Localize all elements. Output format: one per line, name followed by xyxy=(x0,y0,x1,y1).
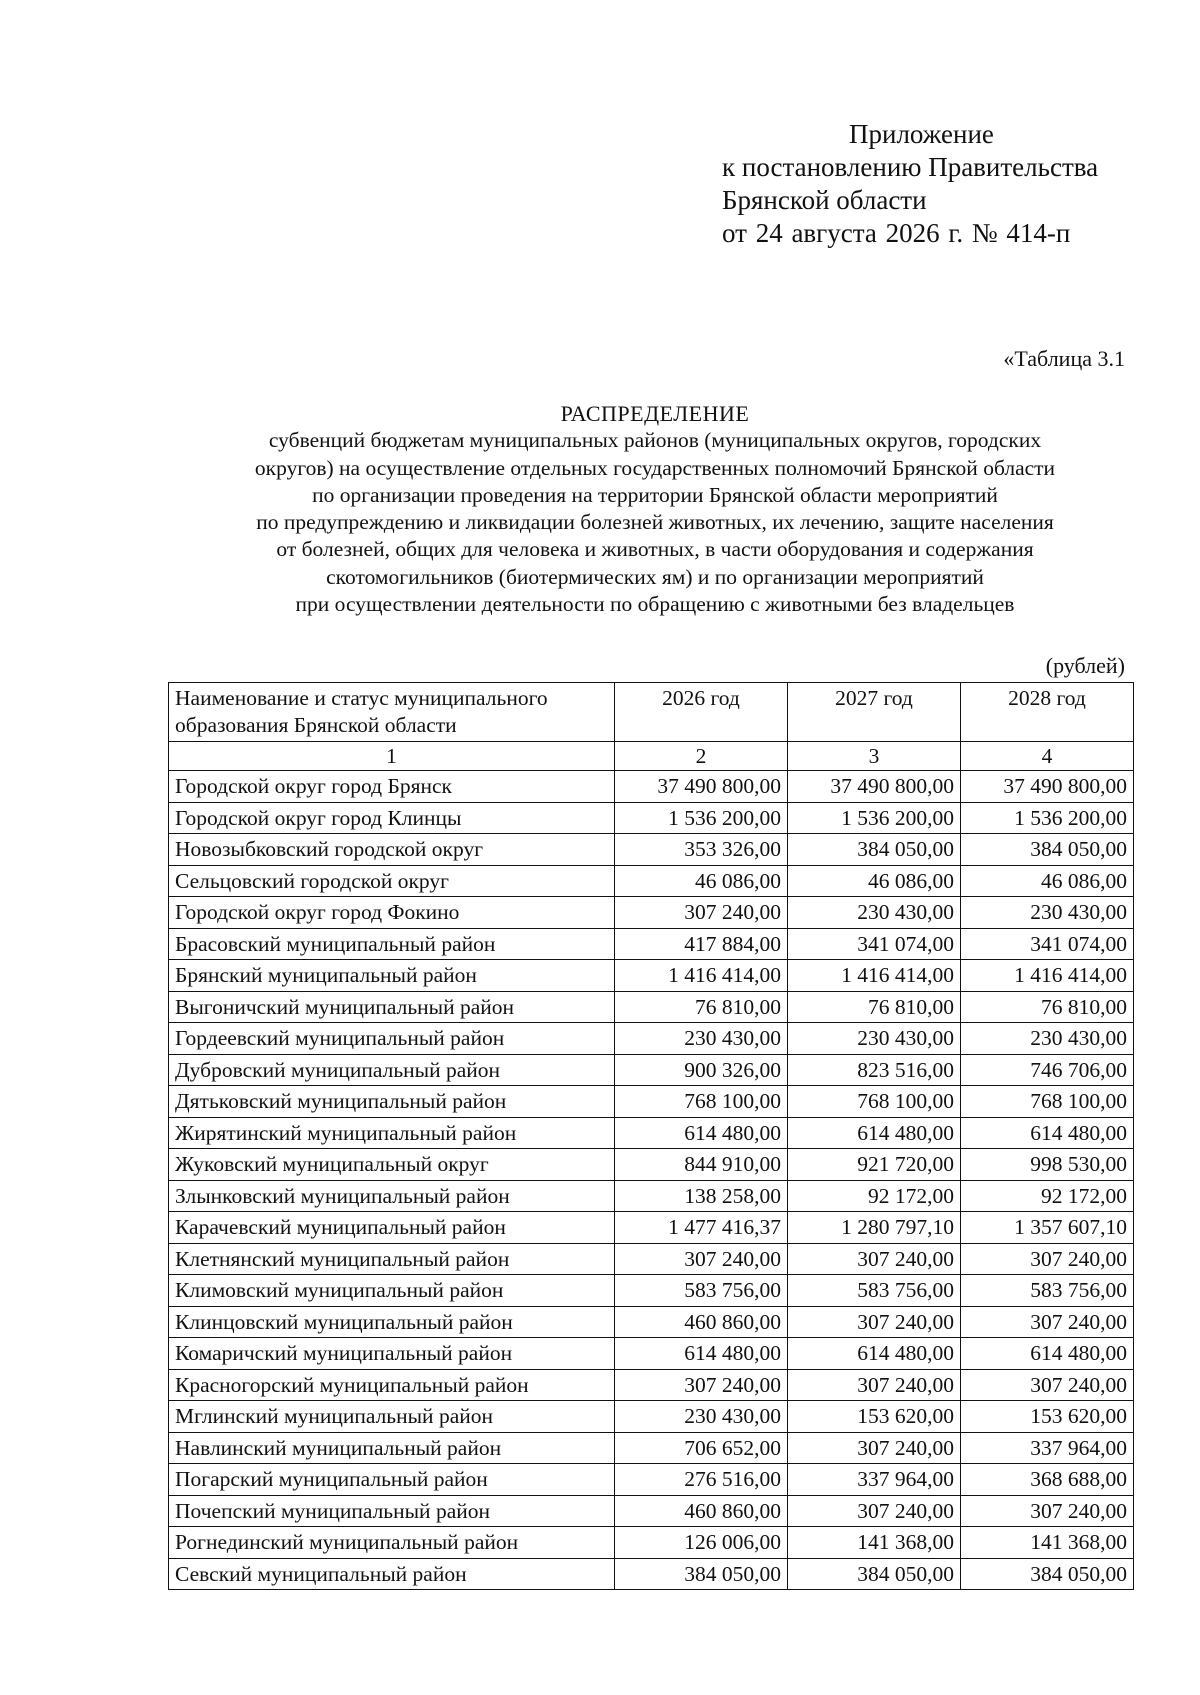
municipality-name: Брянский муниципальный район xyxy=(169,960,615,992)
amount-2027: 614 480,00 xyxy=(788,1117,961,1149)
table-reference: «Таблица 3.1 xyxy=(1003,346,1125,371)
municipality-name: Выгоничский муниципальный район xyxy=(169,991,615,1023)
amount-2027: 153 620,00 xyxy=(788,1401,961,1433)
table-row xyxy=(169,928,1134,960)
municipality-name: Клинцовский муниципальный район xyxy=(169,1306,615,1338)
amount-2026: 37 490 800,00 xyxy=(615,771,788,803)
amount-2026: 46 086,00 xyxy=(615,865,788,897)
amount-2026: 706 652,00 xyxy=(615,1432,788,1464)
amount-2027: 337 964,00 xyxy=(788,1464,961,1496)
distribution-table xyxy=(168,682,1134,1590)
amount-2026: 1 536 200,00 xyxy=(615,802,788,834)
header-2027: 2027 год xyxy=(788,683,961,742)
column-number: 1 xyxy=(169,742,615,771)
municipality-name: Мглинский муниципальный район xyxy=(169,1401,615,1433)
amount-2028: 746 706,00 xyxy=(961,1054,1134,1086)
header-2026: 2026 год xyxy=(615,683,788,742)
amount-2027: 46 086,00 xyxy=(788,865,961,897)
municipality-name: Рогнединский муниципальный район xyxy=(169,1527,615,1559)
table-row xyxy=(169,1023,1134,1055)
amount-2028: 614 480,00 xyxy=(961,1338,1134,1370)
table-row xyxy=(169,1464,1134,1496)
title-line: округов) на осуществление отдельных государственных полномочий Брянской области xyxy=(254,455,1056,480)
amount-2028: 1 416 414,00 xyxy=(961,960,1134,992)
column-number-row xyxy=(169,742,1134,771)
municipality-name: Навлинский муниципальный район xyxy=(169,1432,615,1464)
table-row xyxy=(169,771,1134,803)
amount-2026: 307 240,00 xyxy=(615,1243,788,1275)
amount-2026: 126 006,00 xyxy=(615,1527,788,1559)
amount-2027: 1 280 797,10 xyxy=(788,1212,961,1244)
column-number: 4 xyxy=(961,742,1134,771)
municipality-name: Сельцовский городской округ xyxy=(169,865,615,897)
amount-2028: 307 240,00 xyxy=(961,1495,1134,1527)
amount-2027: 141 368,00 xyxy=(788,1527,961,1559)
municipality-name: Погарский муниципальный район xyxy=(169,1464,615,1496)
appendix-header xyxy=(722,118,1098,250)
table-row xyxy=(169,1117,1134,1149)
table-row xyxy=(169,1243,1134,1275)
municipality-name: Гордеевский муниципальный район xyxy=(169,1023,615,1055)
amount-2028: 583 756,00 xyxy=(961,1275,1134,1307)
title-heading: РАСПРЕДЕЛЕНИЕ xyxy=(560,401,750,426)
title-line: по предупреждению и ликвидации болезней животных, их лечению, защите населения xyxy=(256,510,1054,535)
amount-2027: 307 240,00 xyxy=(788,1369,961,1401)
amount-2026: 1 416 414,00 xyxy=(615,960,788,992)
amount-2026: 230 430,00 xyxy=(615,1401,788,1433)
municipality-name: Карачевский муниципальный район xyxy=(169,1212,615,1244)
amount-2026: 353 326,00 xyxy=(615,834,788,866)
title-line: по организации проведения на территории Брянской области мероприятий xyxy=(312,482,998,507)
amount-2026: 417 884,00 xyxy=(615,928,788,960)
amount-2027: 384 050,00 xyxy=(788,834,961,866)
table-row xyxy=(169,1338,1134,1370)
amount-2027: 230 430,00 xyxy=(788,897,961,929)
table-row xyxy=(169,1369,1134,1401)
amount-2028: 230 430,00 xyxy=(961,1023,1134,1055)
municipality-name: Брасовский муниципальный район xyxy=(169,928,615,960)
municipality-name: Городской округ город Клинцы xyxy=(169,802,615,834)
amount-2028: 307 240,00 xyxy=(961,1306,1134,1338)
amount-2027: 76 810,00 xyxy=(788,991,961,1023)
table-row xyxy=(169,1306,1134,1338)
amount-2027: 1 536 200,00 xyxy=(788,802,961,834)
amount-2027: 307 240,00 xyxy=(788,1243,961,1275)
amount-2028: 368 688,00 xyxy=(961,1464,1134,1496)
amount-2026: 1 477 416,37 xyxy=(615,1212,788,1244)
amount-2026: 614 480,00 xyxy=(615,1117,788,1149)
amount-2027: 307 240,00 xyxy=(788,1306,961,1338)
amount-2028: 341 074,00 xyxy=(961,928,1134,960)
column-number: 2 xyxy=(615,742,788,771)
amount-2027: 37 490 800,00 xyxy=(788,771,961,803)
amount-2026: 276 516,00 xyxy=(615,1464,788,1496)
amount-2027: 307 240,00 xyxy=(788,1495,961,1527)
amount-2028: 1 536 200,00 xyxy=(961,802,1134,834)
municipality-name: Городской округ город Фокино xyxy=(169,897,615,929)
table-row xyxy=(169,834,1134,866)
municipality-name: Почепский муниципальный район xyxy=(169,1495,615,1527)
table-row xyxy=(169,960,1134,992)
municipality-name: Новозыбковский городской округ xyxy=(169,834,615,866)
amount-2028: 998 530,00 xyxy=(961,1149,1134,1181)
amount-2027: 384 050,00 xyxy=(788,1558,961,1590)
amount-2026: 460 860,00 xyxy=(615,1495,788,1527)
amount-2026: 307 240,00 xyxy=(615,1369,788,1401)
amount-2026: 900 326,00 xyxy=(615,1054,788,1086)
table-row xyxy=(169,865,1134,897)
table-row xyxy=(169,802,1134,834)
amount-2028: 153 620,00 xyxy=(961,1401,1134,1433)
municipality-name: Клетнянский муниципальный район xyxy=(169,1243,615,1275)
amount-2027: 921 720,00 xyxy=(788,1149,961,1181)
amount-2026: 307 240,00 xyxy=(615,897,788,929)
municipality-name: Городской округ город Брянск xyxy=(169,771,615,803)
title-line: скотомогильников (биотермических ям) и по организации мероприятий xyxy=(326,564,984,589)
header-2028: 2028 год xyxy=(961,683,1134,742)
table-row xyxy=(169,1149,1134,1181)
amount-2028: 768 100,00 xyxy=(961,1086,1134,1118)
amount-2028: 37 490 800,00 xyxy=(961,771,1134,803)
title-line: при осуществлении деятельности по обращению с животными без владельцев xyxy=(295,592,1015,617)
table-header-row xyxy=(169,683,1134,742)
amount-2027: 1 416 414,00 xyxy=(788,960,961,992)
table-row xyxy=(169,1432,1134,1464)
amount-2026: 583 756,00 xyxy=(615,1275,788,1307)
table-row xyxy=(169,1054,1134,1086)
table-row xyxy=(169,1212,1134,1244)
amount-2026: 230 430,00 xyxy=(615,1023,788,1055)
amount-2027: 92 172,00 xyxy=(788,1180,961,1212)
header-municipality: Наименование и статус муниципального образования Брянской области xyxy=(169,683,615,742)
amount-2026: 138 258,00 xyxy=(615,1180,788,1212)
municipality-name: Дятьковский муниципальный район xyxy=(169,1086,615,1118)
amount-2027: 230 430,00 xyxy=(788,1023,961,1055)
appendix-decree-line: к постановлению Правительства xyxy=(722,152,1099,182)
title-line: субвенций бюджетам муниципальных районов (муниципальных округов, городских xyxy=(268,428,1042,453)
table-row xyxy=(169,1086,1134,1118)
amount-2027: 823 516,00 xyxy=(788,1054,961,1086)
amount-2028: 307 240,00 xyxy=(961,1243,1134,1275)
table-row xyxy=(169,897,1134,929)
appendix-title: Приложение xyxy=(849,119,994,149)
units-label: (рублей) xyxy=(1045,653,1125,678)
municipality-name: Комаричский муниципальный район xyxy=(169,1338,615,1370)
amount-2028: 307 240,00 xyxy=(961,1369,1134,1401)
municipality-name: Дубровский муниципальный район xyxy=(169,1054,615,1086)
municipality-name: Севский муниципальный район xyxy=(169,1558,615,1590)
title-line: от болезней, общих для человека и животных, в части оборудования и содержания xyxy=(276,537,1034,562)
amount-2028: 384 050,00 xyxy=(961,1558,1134,1590)
amount-2028: 384 050,00 xyxy=(961,834,1134,866)
amount-2026: 76 810,00 xyxy=(615,991,788,1023)
table-row xyxy=(169,1495,1134,1527)
amount-2027: 341 074,00 xyxy=(788,928,961,960)
table-row xyxy=(169,1558,1134,1590)
municipality-name: Жуковский муниципальный округ xyxy=(169,1149,615,1181)
municipality-name: Злынковский муниципальный район xyxy=(169,1180,615,1212)
table-row xyxy=(169,991,1134,1023)
amount-2027: 768 100,00 xyxy=(788,1086,961,1118)
amount-2026: 614 480,00 xyxy=(615,1338,788,1370)
amount-2027: 614 480,00 xyxy=(788,1338,961,1370)
amount-2028: 1 357 607,10 xyxy=(961,1212,1134,1244)
municipality-name: Красногорский муниципальный район xyxy=(169,1369,615,1401)
document-title xyxy=(170,400,1140,618)
table-row xyxy=(169,1180,1134,1212)
amount-2027: 583 756,00 xyxy=(788,1275,961,1307)
table-row xyxy=(169,1527,1134,1559)
amount-2026: 844 910,00 xyxy=(615,1149,788,1181)
amount-2028: 141 368,00 xyxy=(961,1527,1134,1559)
appendix-region-line: Брянской области xyxy=(722,185,927,215)
amount-2028: 337 964,00 xyxy=(961,1432,1134,1464)
column-number: 3 xyxy=(788,742,961,771)
table-row xyxy=(169,1401,1134,1433)
municipality-name: Жирятинский муниципальный район xyxy=(169,1117,615,1149)
amount-2028: 76 810,00 xyxy=(961,991,1134,1023)
appendix-date-number: от 24 августа 2026 г. № 414-п xyxy=(722,218,1071,248)
amount-2028: 230 430,00 xyxy=(961,897,1134,929)
municipality-name: Климовский муниципальный район xyxy=(169,1275,615,1307)
amount-2028: 46 086,00 xyxy=(961,865,1134,897)
amount-2026: 460 860,00 xyxy=(615,1306,788,1338)
amount-2028: 614 480,00 xyxy=(961,1117,1134,1149)
amount-2026: 768 100,00 xyxy=(615,1086,788,1118)
amount-2027: 307 240,00 xyxy=(788,1432,961,1464)
amount-2028: 92 172,00 xyxy=(961,1180,1134,1212)
table-row xyxy=(169,1275,1134,1307)
amount-2026: 384 050,00 xyxy=(615,1558,788,1590)
